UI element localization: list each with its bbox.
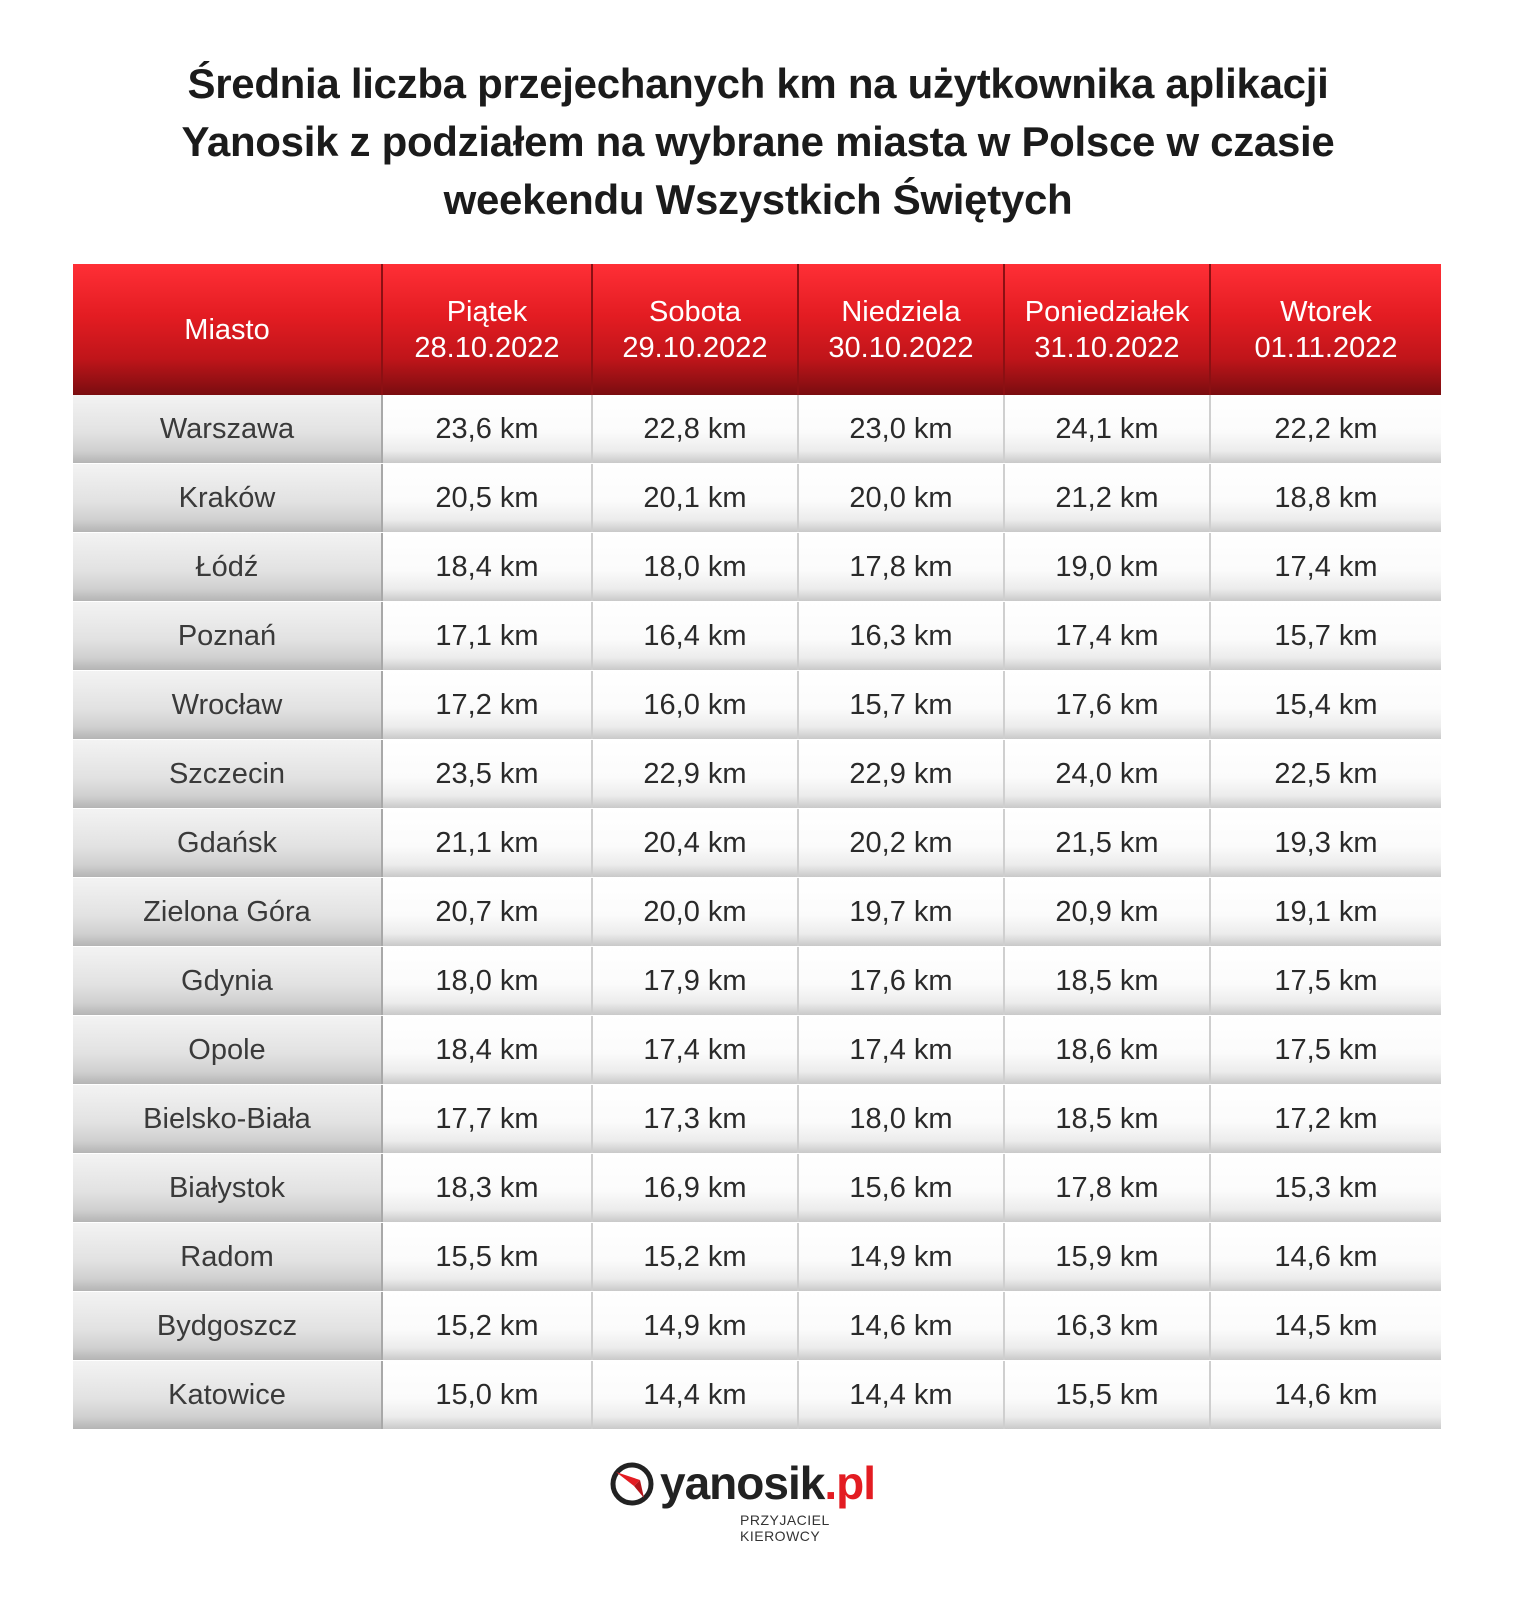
value-cell: 17,4 km (1211, 533, 1441, 601)
table-row (73, 533, 1441, 601)
value-cell: 20,0 km (593, 878, 799, 946)
value-cell: 17,4 km (593, 1016, 799, 1084)
value-cell: 16,0 km (593, 671, 799, 739)
value-cell: 18,0 km (593, 533, 799, 601)
value-cell: 22,9 km (593, 740, 799, 808)
value-cell: 23,0 km (799, 395, 1005, 463)
value-cell: 17,8 km (799, 533, 1005, 601)
value-cell: 17,5 km (1211, 947, 1441, 1015)
value-cell: 16,3 km (1005, 1292, 1211, 1360)
city-cell: Poznań (73, 602, 383, 670)
value-cell: 23,5 km (383, 740, 593, 808)
value-cell: 17,7 km (383, 1085, 593, 1153)
logo-wordmark (660, 1456, 875, 1510)
value-cell: 21,1 km (383, 809, 593, 877)
table-row (73, 602, 1441, 670)
table-row (73, 740, 1441, 808)
header-day-label: Piątek (446, 295, 528, 328)
header-cell-city (73, 264, 383, 395)
yanosik-logo-icon (610, 1462, 654, 1506)
title-line-1: Średnia liczba przejechanych km na użytkownika aplikacji (187, 60, 1329, 107)
city-cell: Bydgoszcz (73, 1292, 383, 1360)
city-cell: Kraków (73, 464, 383, 532)
city-cell: Opole (73, 1016, 383, 1084)
value-cell: 22,8 km (593, 395, 799, 463)
value-cell: 20,4 km (593, 809, 799, 877)
value-cell: 22,5 km (1211, 740, 1441, 808)
value-cell: 20,5 km (383, 464, 593, 532)
value-cell: 14,4 km (593, 1361, 799, 1429)
table-row (73, 671, 1441, 739)
value-cell: 14,6 km (1211, 1361, 1441, 1429)
value-cell: 17,6 km (1005, 671, 1211, 739)
value-cell: 14,6 km (799, 1292, 1005, 1360)
value-cell: 20,2 km (799, 809, 1005, 877)
value-cell: 16,9 km (593, 1154, 799, 1222)
header-cell-day (1211, 264, 1441, 395)
value-cell: 17,2 km (1211, 1085, 1441, 1153)
header-cell-day (383, 264, 593, 395)
header-date-label: 28.10.2022 (414, 331, 560, 364)
value-cell: 19,1 km (1211, 878, 1441, 946)
header-date-label: 29.10.2022 (622, 331, 768, 364)
value-cell: 19,7 km (799, 878, 1005, 946)
value-cell: 15,5 km (1005, 1361, 1211, 1429)
yanosik-logo (610, 1457, 910, 1544)
table-row (73, 809, 1441, 877)
logo-tagline: PRZYJACIEL KIEROWCY (740, 1512, 830, 1544)
header-cell-day (1005, 264, 1211, 395)
header-date-label: 31.10.2022 (1034, 331, 1180, 364)
value-cell: 20,0 km (799, 464, 1005, 532)
city-cell: Warszawa (73, 395, 383, 463)
table-row (73, 464, 1441, 532)
value-cell: 19,3 km (1211, 809, 1441, 877)
value-cell: 17,2 km (383, 671, 593, 739)
value-cell: 18,8 km (1211, 464, 1441, 532)
value-cell: 23,6 km (383, 395, 593, 463)
value-cell: 21,5 km (1005, 809, 1211, 877)
value-cell: 17,5 km (1211, 1016, 1441, 1084)
table-row (73, 1085, 1441, 1153)
city-cell: Zielona Góra (73, 878, 383, 946)
value-cell: 15,4 km (1211, 671, 1441, 739)
city-cell: Bielsko-Biała (73, 1085, 383, 1153)
table-row (73, 395, 1441, 463)
header-label: Miasto (184, 313, 270, 346)
value-cell: 15,3 km (1211, 1154, 1441, 1222)
value-cell: 15,6 km (799, 1154, 1005, 1222)
header-cell-day (799, 264, 1005, 395)
value-cell: 15,7 km (799, 671, 1005, 739)
value-cell: 18,5 km (1005, 1085, 1211, 1153)
title-line-2: Yanosik z podziałem na wybrane miasta w Polsce w czasie (181, 118, 1335, 165)
value-cell: 18,0 km (799, 1085, 1005, 1153)
value-cell: 20,1 km (593, 464, 799, 532)
value-cell: 15,5 km (383, 1223, 593, 1291)
value-cell: 24,1 km (1005, 395, 1211, 463)
chart-title (0, 55, 1516, 229)
value-cell: 14,5 km (1211, 1292, 1441, 1360)
value-cell: 19,0 km (1005, 533, 1211, 601)
header-date-label: 30.10.2022 (828, 331, 974, 364)
value-cell: 14,9 km (593, 1292, 799, 1360)
header-day-label: Sobota (649, 295, 741, 328)
value-cell: 14,6 km (1211, 1223, 1441, 1291)
city-cell: Białystok (73, 1154, 383, 1222)
table-row (73, 878, 1441, 946)
data-table (73, 264, 1441, 1429)
value-cell: 17,6 km (799, 947, 1005, 1015)
header-day-label: Niedziela (841, 295, 961, 328)
header-day-label: Wtorek (1280, 295, 1372, 328)
logo-name: yanosik (660, 1457, 825, 1509)
value-cell: 18,0 km (383, 947, 593, 1015)
city-cell: Gdynia (73, 947, 383, 1015)
city-cell: Gdańsk (73, 809, 383, 877)
table-row (73, 1154, 1441, 1222)
table-row (73, 1223, 1441, 1291)
value-cell: 21,2 km (1005, 464, 1211, 532)
value-cell: 22,2 km (1211, 395, 1441, 463)
table-row (73, 1016, 1441, 1084)
header-date-label: 01.11.2022 (1254, 331, 1398, 364)
title-line-3: weekendu Wszystkich Świętych (443, 176, 1073, 223)
city-cell: Szczecin (73, 740, 383, 808)
value-cell: 18,4 km (383, 1016, 593, 1084)
table-row (73, 1361, 1441, 1429)
value-cell: 14,9 km (799, 1223, 1005, 1291)
city-cell: Radom (73, 1223, 383, 1291)
value-cell: 17,4 km (1005, 602, 1211, 670)
logo-domain: .pl (824, 1457, 875, 1509)
header-day-label: Poniedziałek (1024, 295, 1190, 328)
value-cell: 18,4 km (383, 533, 593, 601)
value-cell: 18,6 km (1005, 1016, 1211, 1084)
value-cell: 17,9 km (593, 947, 799, 1015)
value-cell: 24,0 km (1005, 740, 1211, 808)
city-cell: Katowice (73, 1361, 383, 1429)
value-cell: 17,4 km (799, 1016, 1005, 1084)
value-cell: 17,3 km (593, 1085, 799, 1153)
value-cell: 15,7 km (1211, 602, 1441, 670)
table-header-row (73, 264, 1441, 395)
city-cell: Wrocław (73, 671, 383, 739)
value-cell: 18,5 km (1005, 947, 1211, 1015)
value-cell: 15,9 km (1005, 1223, 1211, 1291)
value-cell: 15,2 km (383, 1292, 593, 1360)
value-cell: 14,4 km (799, 1361, 1005, 1429)
value-cell: 18,3 km (383, 1154, 593, 1222)
value-cell: 20,7 km (383, 878, 593, 946)
value-cell: 15,0 km (383, 1361, 593, 1429)
value-cell: 17,8 km (1005, 1154, 1211, 1222)
value-cell: 16,3 km (799, 602, 1005, 670)
table-row (73, 1292, 1441, 1360)
table-row (73, 947, 1441, 1015)
city-cell: Łódź (73, 533, 383, 601)
table-body (73, 395, 1441, 1429)
value-cell: 15,2 km (593, 1223, 799, 1291)
value-cell: 22,9 km (799, 740, 1005, 808)
value-cell: 20,9 km (1005, 878, 1211, 946)
value-cell: 17,1 km (383, 602, 593, 670)
value-cell: 16,4 km (593, 602, 799, 670)
header-cell-day (593, 264, 799, 395)
